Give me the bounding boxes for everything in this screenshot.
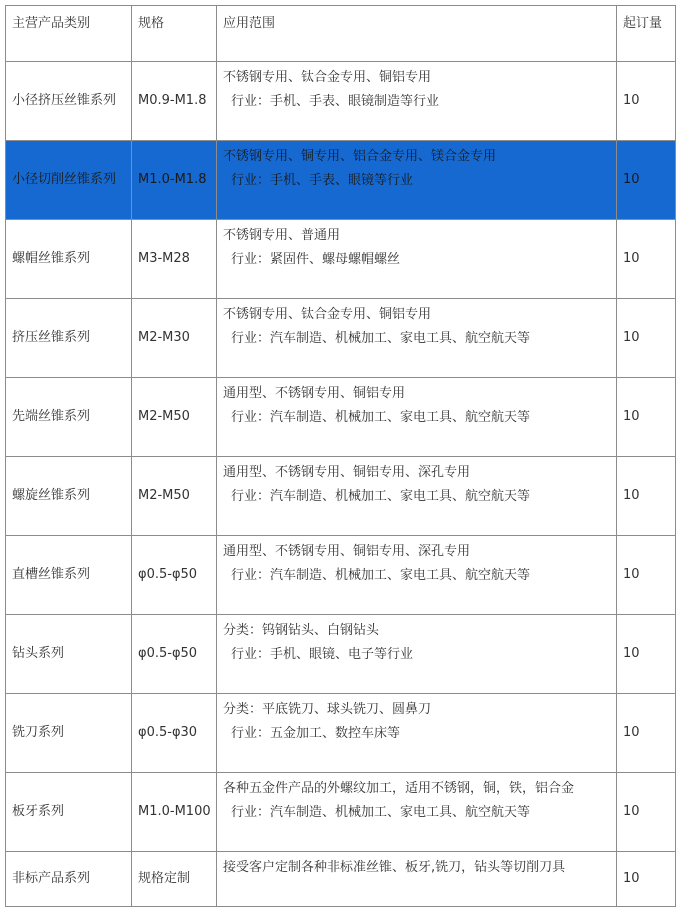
- application-cell: [217, 378, 617, 457]
- table-row[interactable]: [6, 773, 676, 852]
- moq-cell: 10: [617, 299, 676, 378]
- table-header-row: [6, 6, 676, 62]
- application-line: 不锈钢专用、铜专用、铝合金专用、镁合金专用: [223, 149, 497, 164]
- application-cell: [217, 299, 617, 378]
- table-row[interactable]: [6, 615, 676, 694]
- category-cell: 板牙系列: [6, 773, 132, 852]
- table-row[interactable]: [6, 378, 676, 457]
- spec-cell: M2-M30: [132, 299, 217, 378]
- spec-cell: M0.9-M1.8: [132, 62, 217, 141]
- moq-cell: 10: [617, 220, 676, 299]
- application-line: 通用型、不锈钢专用、铜铝专用: [223, 386, 406, 401]
- spec-cell: M1.0-M1.8: [132, 141, 217, 220]
- industry-line: 行业：汽车制造、机械加工、家电工具、航空航天等: [231, 568, 531, 583]
- category-cell: 直槽丝锥系列: [6, 536, 132, 615]
- application-cell: [217, 536, 617, 615]
- category-cell: 挤压丝锥系列: [6, 299, 132, 378]
- spec-cell: φ0.5-φ50: [132, 536, 217, 615]
- header-category: 主营产品类别: [6, 6, 132, 62]
- spec-cell: M3-M28: [132, 220, 217, 299]
- industry-line: 行业：汽车制造、机械加工、家电工具、航空航天等: [231, 331, 531, 346]
- moq-cell: 10: [617, 62, 676, 141]
- application-cell: [217, 773, 617, 852]
- industry-line: 行业：五金加工、数控车床等: [231, 726, 401, 741]
- table-row[interactable]: [6, 299, 676, 378]
- header-moq: 起订量: [617, 6, 676, 62]
- spec-cell: M2-M50: [132, 457, 217, 536]
- spec-cell: M1.0-M100: [132, 773, 217, 852]
- application-line: 分类：平底铣刀、球头铣刀、圆鼻刀: [223, 702, 432, 717]
- application-cell: [217, 62, 617, 141]
- table-row[interactable]: [6, 536, 676, 615]
- application-cell: [217, 141, 617, 220]
- table-row[interactable]: [6, 457, 676, 536]
- application-line: 不锈钢专用、钛合金专用、铜铝专用: [223, 70, 432, 85]
- application-line: 分类：钨钢钻头、白钢钻头: [223, 623, 380, 638]
- application-line: 各种五金件产品的外螺纹加工，适用不锈钢，铜，铁，铝合金: [223, 781, 575, 796]
- table-row-selected[interactable]: [6, 141, 676, 220]
- application-line: 不锈钢专用、普通用: [223, 228, 341, 243]
- category-cell: 先端丝锥系列: [6, 378, 132, 457]
- table-row[interactable]: [6, 62, 676, 141]
- application-cell: [217, 220, 617, 299]
- moq-cell: 10: [617, 141, 676, 220]
- application-line: 通用型、不锈钢专用、铜铝专用、深孔专用: [223, 544, 471, 559]
- moq-cell: 10: [617, 615, 676, 694]
- category-cell: 铣刀系列: [6, 694, 132, 773]
- table-row[interactable]: [6, 220, 676, 299]
- industry-line: 行业：手机、眼镜、电子等行业: [231, 647, 414, 662]
- product-table: [5, 5, 676, 907]
- application-line: 不锈钢专用、钛合金专用、铜铝专用: [223, 307, 432, 322]
- category-cell: 螺帽丝锥系列: [6, 220, 132, 299]
- moq-cell: 10: [617, 378, 676, 457]
- moq-cell: 10: [617, 852, 676, 907]
- application-line: 接受客户定制各种非标准丝锥、板牙,铣刀，钻头等切削刀具: [223, 860, 566, 875]
- table-row[interactable]: [6, 852, 676, 907]
- industry-line: 行业：手机、手表、眼镜制造等行业: [231, 94, 440, 109]
- spec-cell: M2-M50: [132, 378, 217, 457]
- category-cell: 钻头系列: [6, 615, 132, 694]
- category-cell: 螺旋丝锥系列: [6, 457, 132, 536]
- category-cell: 小径挤压丝锥系列: [6, 62, 132, 141]
- industry-line: 行业：汽车制造、机械加工、家电工具、航空航天等: [231, 805, 531, 820]
- application-cell: [217, 615, 617, 694]
- industry-line: 行业：汽车制造、机械加工、家电工具、航空航天等: [231, 489, 531, 504]
- industry-line: 行业：手机、手表、眼镜等行业: [231, 173, 414, 188]
- header-application: 应用范围: [217, 6, 617, 62]
- moq-cell: 10: [617, 694, 676, 773]
- industry-line: 行业：汽车制造、机械加工、家电工具、航空航天等: [231, 410, 531, 425]
- spec-cell: φ0.5-φ50: [132, 615, 217, 694]
- industry-line: 行业：紧固件、螺母螺帽螺丝: [231, 252, 401, 267]
- spec-cell: 规格定制: [132, 852, 217, 907]
- table-row[interactable]: [6, 694, 676, 773]
- header-spec: 规格: [132, 6, 217, 62]
- category-cell: 小径切削丝锥系列: [6, 141, 132, 220]
- moq-cell: 10: [617, 536, 676, 615]
- moq-cell: 10: [617, 457, 676, 536]
- moq-cell: 10: [617, 773, 676, 852]
- spec-cell: φ0.5-φ30: [132, 694, 217, 773]
- application-cell: [217, 457, 617, 536]
- application-line: 通用型、不锈钢专用、铜铝专用、深孔专用: [223, 465, 471, 480]
- category-cell: 非标产品系列: [6, 852, 132, 907]
- application-cell: [217, 694, 617, 773]
- application-cell: [217, 852, 617, 907]
